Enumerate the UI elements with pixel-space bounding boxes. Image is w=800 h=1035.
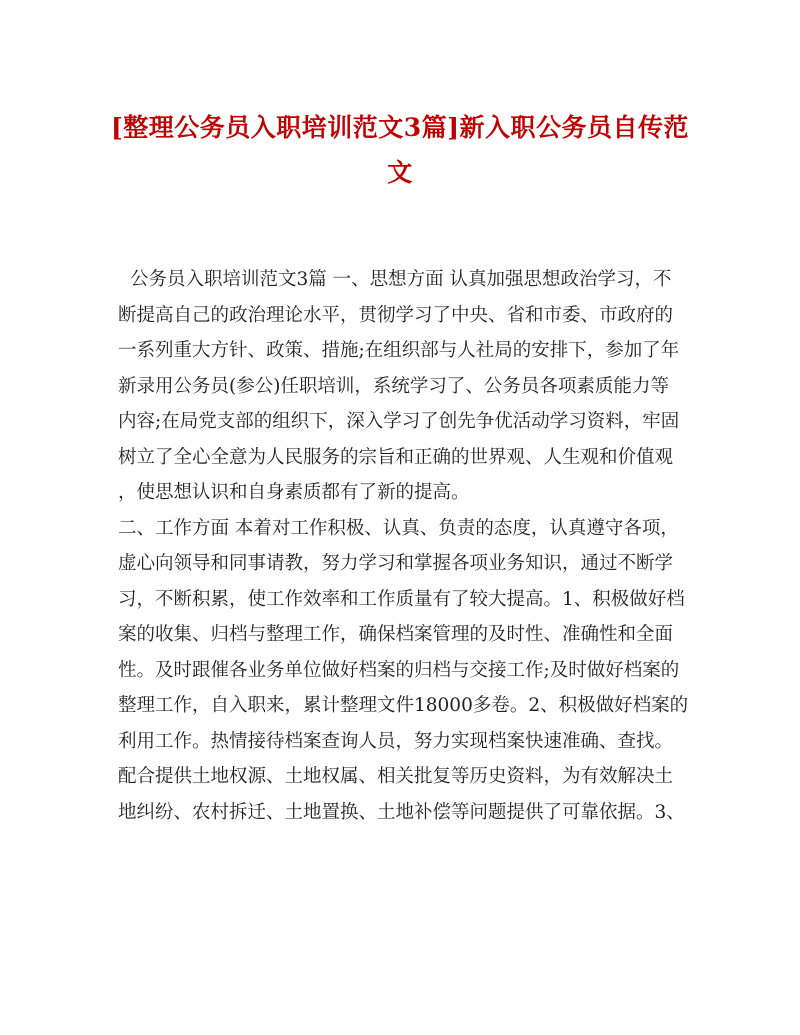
body-line-8: 二、工作方面 本着对工作积极、认真、负责的态度，认真遵守各项，	[118, 517, 679, 539]
body-line-12: 性。及时跟催各业务单位做好档案的归档与交接工作;及时做好档案的	[118, 659, 680, 681]
document-body	[118, 262, 698, 830]
body-line-11: 案的收集、归档与整理工作，确保档案管理的及时性、准确性和全面	[118, 624, 674, 645]
body-line-14: 利用工作。热情接待档案查询人员，努力实现档案快速准确、查找。	[118, 730, 674, 752]
body-line-3: 一系列重大方针、政策、措施;在组织部与人社局的安排下，参加了年	[118, 340, 680, 361]
body-line-13: 整理工作，自入职来，累计整理文件18000多卷。2、积极做好档案的	[118, 695, 689, 716]
body-line-4: 新录用公务员(参公)任职培训，系统学习了、公务员各项素质能力等	[118, 375, 669, 397]
title-line-2: 文	[387, 158, 413, 187]
document-title	[110, 105, 690, 195]
body-line-1: 公务员入职培训范文3篇 一、思想方面 认真加强思想政治学习，不	[130, 269, 672, 290]
body-line-9: 虚心向领导和同事请教，努力学习和掌握各项业务知识，通过不断学	[118, 553, 674, 574]
body-line-7: ，使思想认识和自身素质都有了新的提高。	[118, 482, 470, 503]
body-line-10: 习，不断积累，使工作效率和工作质量有了较大提高。1、积极做好档	[118, 588, 685, 610]
body-line-5: 内容;在局党支部的组织下，深入学习了创先争优活动学习资料，牢固	[118, 411, 680, 432]
body-line-16: 地纠纷、农村拆迁、土地置换、土地补偿等问题提供了可靠依据。3、	[118, 801, 685, 823]
body-line-2: 断提高自己的政治理论水平，贯彻学习了中央、省和市委、市政府的	[118, 304, 674, 326]
body-line-15: 配合提供土地权源、土地权属、相关批复等历史资料，为有效解决土	[118, 766, 674, 787]
title-line-1: [整理公务员入职培训范文3篇]新入职公务员自传范	[110, 113, 690, 142]
body-line-6: 树立了全心全意为人民服务的宗旨和正确的世界观、人生观和价值观	[118, 446, 674, 468]
